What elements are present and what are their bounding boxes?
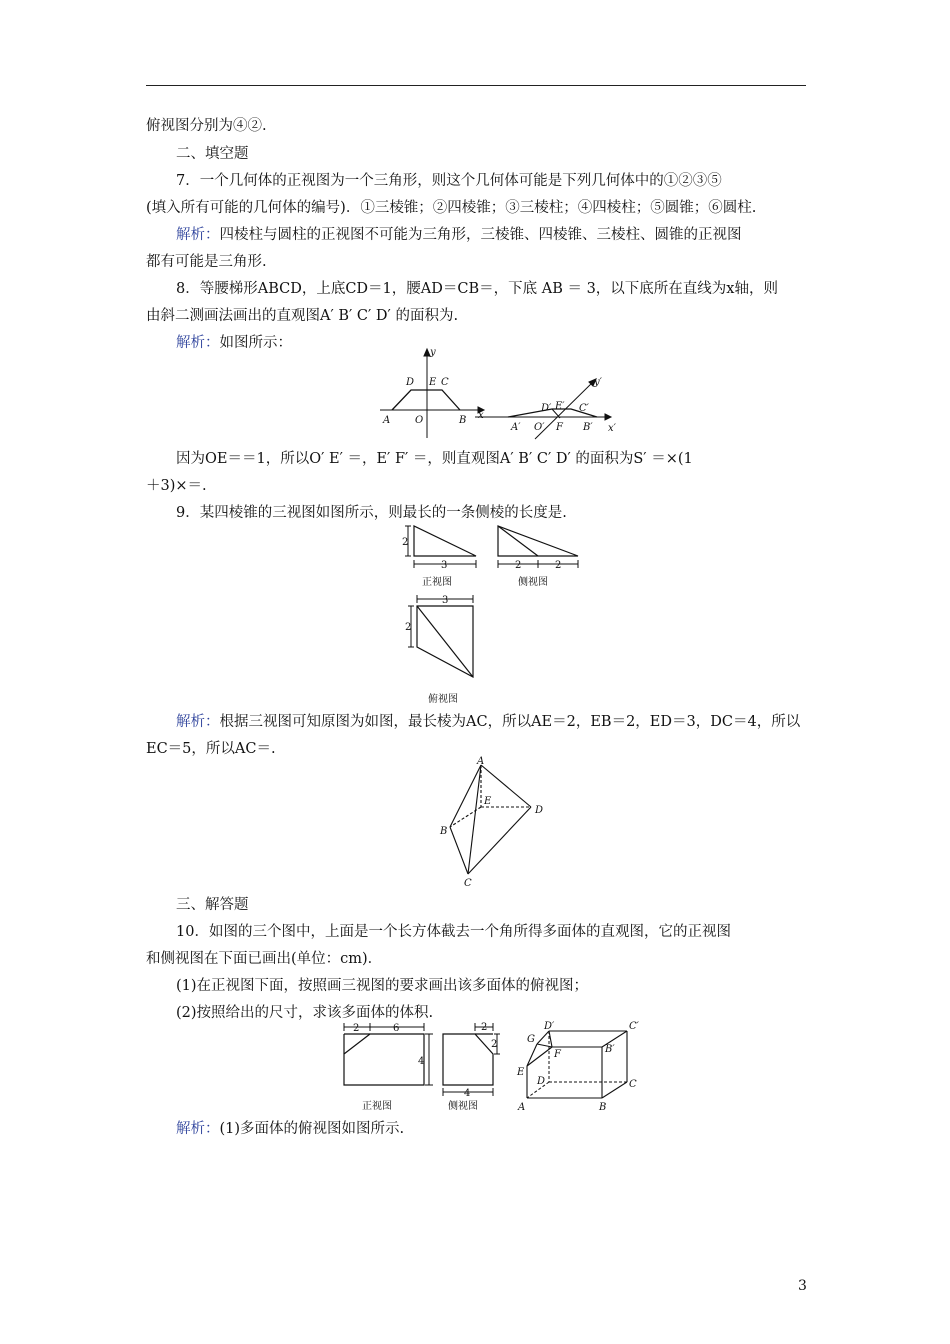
side-view-caption: 侧视图 [448,1101,478,1112]
text-line: EC＝5，所以AC＝. [146,741,276,757]
text-line: 因为OE＝＝1，所以O′ E′ ＝，E′ F′ ＝，则直观图A′ B′ C′ D′ 的面积为S′ ＝×(1 [176,451,693,467]
solution-text: (1)多面体的俯视图如图所示. [219,1121,405,1137]
point-G: G [527,1034,535,1045]
problem-7: 7．一个几何体的正视图为一个三角形，则这个几何体可能是下列几何体中的①②③⑤ [176,173,722,189]
point-O: O [415,415,424,426]
side-height-label: 2 [491,1039,498,1050]
text-line: 都有可能是三角形. [146,254,267,270]
solution-label: 解析： [176,335,220,351]
point-B: B [440,826,448,837]
point-A: A [518,1102,526,1113]
point-E-prime: E′ [555,401,565,412]
point-D: D [535,805,544,816]
point-B: B [459,415,467,426]
three-views-figure [400,522,590,707]
section-heading: 三、解答题 [176,897,249,913]
front-width-label-2: 6 [393,1023,400,1034]
solution-label: 解析： [176,1121,220,1137]
page-number: 3 [798,1278,807,1294]
front-width-label-1: 2 [353,1023,360,1034]
problem-8: 8．等腰梯形ABCD，上底CD＝1，腰AD＝CB＝，下底 AB ＝ 3，以下底所在直线为x轴，则 [176,281,778,297]
top-width-label: 3 [442,595,449,606]
point-C: C [464,878,472,889]
polyhedron-figure [335,1020,645,1115]
front-height-label: 4 [418,1056,425,1067]
point-C-prime: C′ [579,403,589,414]
axis-y-prime-label: y′ [594,377,602,388]
point-O-prime: O′ [534,422,545,433]
solution-text: 如图所示： [219,335,292,351]
front-view-caption: 正视图 [362,1101,392,1112]
text-line: (1)在正视图下面，按照画三视图的要求画出该多面体的俯视图； [176,978,589,994]
front-view-caption: 正视图 [422,577,452,588]
point-A: A [477,756,485,767]
side-width-label-2: 2 [555,560,562,571]
point-F: F [556,422,563,433]
point-C: C [629,1079,637,1090]
point-B: B [599,1102,607,1113]
axis-x-prime-label: x′ [608,423,616,434]
top-height-label: 2 [405,622,412,633]
solution-line [176,712,800,732]
point-E: E [517,1067,525,1078]
point-D-prime: D′ [541,403,552,414]
top-view-caption: 俯视图 [428,694,458,705]
point-D: D [537,1076,546,1087]
point-F: F [554,1049,561,1060]
axis-x-label: x [478,410,484,421]
point-A-prime: A′ [511,422,521,433]
trapezoid-figure [375,345,625,440]
solution-line [176,1119,404,1139]
side-width-label-1: 2 [481,1022,488,1033]
solution-label: 解析： [176,227,220,243]
axis-y-label: y [430,347,436,358]
solution-line [176,225,742,245]
solution-text: 根据三视图可知原图为如图，最长棱为AC，所以AE＝2，EB＝2，ED＝3，DC＝4，所以 [219,714,801,730]
problem-9: 9．某四棱锥的三视图如图所示，则最长的一条侧棱的长度是. [176,505,567,521]
front-height-label: 2 [402,537,409,548]
point-E: E [429,377,437,388]
solution-label: 解析： [176,714,220,730]
pyramid-figure [435,755,550,890]
text-line: (填入所有可能的几何体的编号)．①三棱锥；②四棱锥；③三棱柱；④四棱柱；⑤圆锥；⑥圆柱. [146,200,757,216]
solution-line [176,333,292,353]
point-D-prime: D′ [544,1021,555,1032]
point-D: D [406,377,415,388]
side-width-label: 4 [464,1088,471,1099]
solution-text: 四棱柱与圆柱的正视图不可能为三角形，三棱锥、四棱锥、三棱柱、圆锥的正视图 [219,227,742,243]
front-width-label: 3 [441,560,448,571]
point-A: A [383,415,391,426]
side-view-caption: 侧视图 [518,577,548,588]
text-line: 和侧视图在下面已画出(单位：cm)． [146,951,383,967]
point-C-prime: C′ [629,1021,639,1032]
side-width-label-1: 2 [515,560,522,571]
problem-10: 10．如图的三个图中，上面是一个长方体截去一个角所得多面体的直观图，它的正视图 [176,924,731,940]
text-line: 俯视图分别为④②. [146,118,267,134]
point-B-prime: B′ [583,422,593,433]
header-rule [146,85,806,86]
text-line: 由斜二测画法画出的直观图A′ B′ C′ D′ 的面积为. [146,308,459,324]
point-C: C [441,377,449,388]
text-line: ＋3)×＝. [146,478,207,494]
text-line: (2)按照给出的尺寸，求该多面体的体积. [176,1005,434,1021]
point-E: E [484,796,492,807]
section-heading: 二、填空题 [176,146,249,162]
point-B-prime: B′ [605,1044,615,1055]
